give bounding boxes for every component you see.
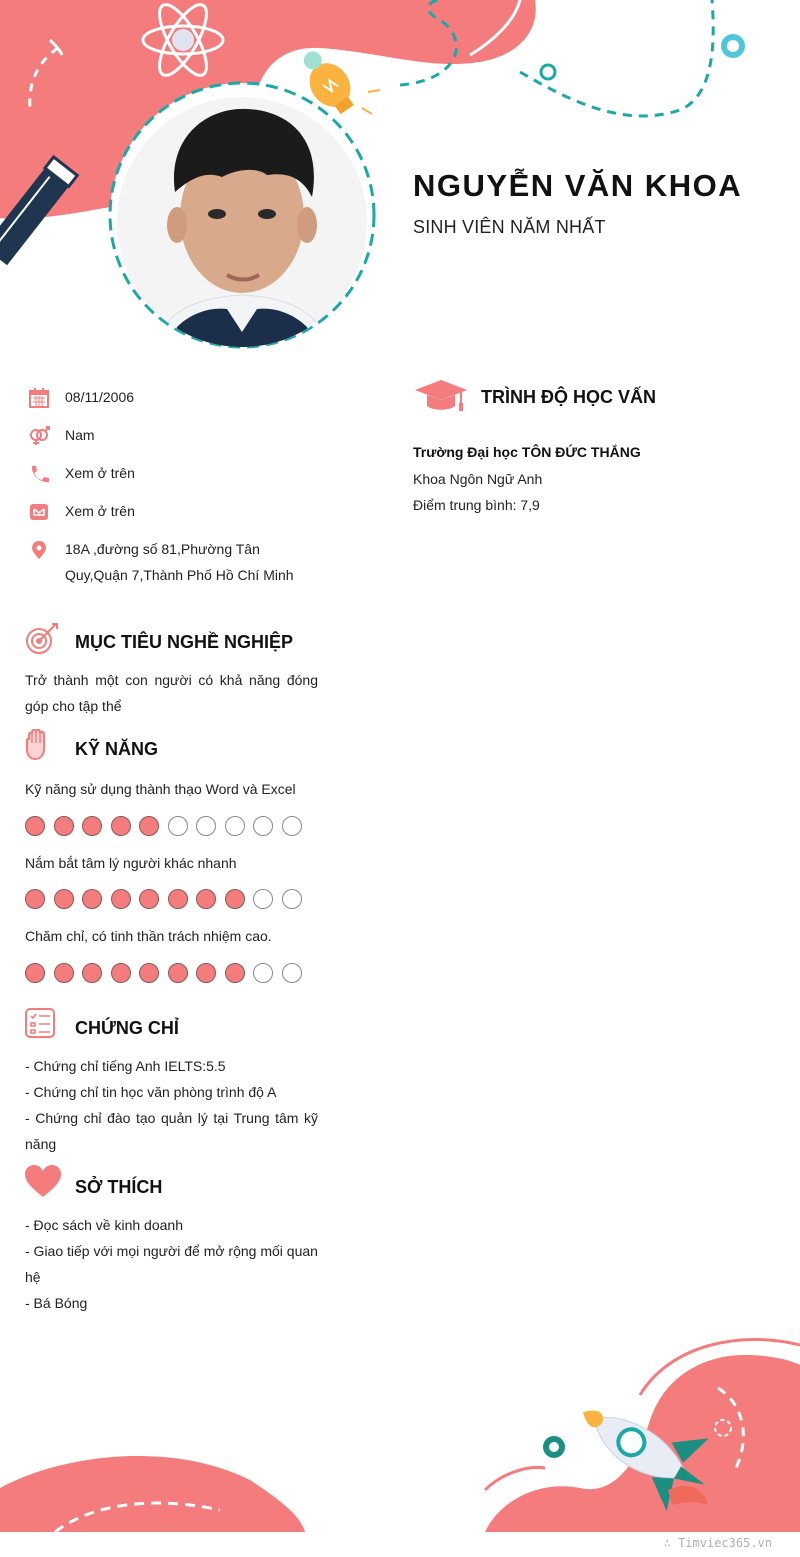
- hobbies-title: SỞ THÍCH: [75, 1177, 163, 1197]
- rating-dot-empty: [282, 816, 302, 836]
- teal-ring: [546, 1439, 562, 1455]
- rating-dot-filled: [25, 816, 45, 836]
- rating-dot-filled: [54, 889, 74, 909]
- rating-dot-filled: [82, 816, 102, 836]
- rating-dot-filled: [111, 963, 131, 983]
- calendar-icon: [28, 388, 50, 408]
- skills-title: KỸ NĂNG: [75, 739, 159, 759]
- rating-dot-filled: [168, 963, 188, 983]
- skill-rating: [25, 963, 302, 983]
- rating-dot-filled: [111, 889, 131, 909]
- skill-rating: [25, 816, 302, 836]
- rating-dot-filled: [139, 889, 159, 909]
- location-icon: [28, 540, 50, 560]
- candidate-name: NGUYỄN VĂN KHOA: [413, 168, 743, 203]
- rating-dot-empty: [282, 963, 302, 983]
- hobby-item: - Bá Bóng: [25, 1295, 88, 1311]
- rating-dot-filled: [139, 816, 159, 836]
- contact-phone: [28, 460, 328, 486]
- education-faculty: Khoa Ngôn Ngữ Anh: [413, 471, 543, 487]
- rating-dot-empty: [168, 816, 188, 836]
- certificate-item: - Chứng chỉ đào tạo quản lý tại Trung tâm kỹ năng: [25, 1110, 318, 1152]
- contact-address: [28, 536, 328, 588]
- rating-dot-filled: [225, 963, 245, 983]
- rating-dot-filled: [54, 963, 74, 983]
- certificates-title: CHỨNG CHỈ: [75, 1018, 179, 1038]
- rating-dot-filled: [54, 816, 74, 836]
- education-school: Trường Đại học TÔN ĐỨC THẮNG: [413, 444, 641, 460]
- rating-dot-filled: [82, 963, 102, 983]
- birthdate-value: 08/11/2006: [65, 389, 135, 405]
- target-icon: [24, 622, 60, 656]
- hobby-item: - Đọc sách về kinh doanh: [25, 1217, 183, 1233]
- hobby-item: - Giao tiếp với mọi người để mở rộng mối quan hệ: [25, 1243, 318, 1285]
- rating-dot-empty: [196, 816, 216, 836]
- graduation-cap-icon: [413, 378, 469, 414]
- teal-ring: [724, 37, 742, 55]
- skill-label: Chăm chỉ, có tinh thần trách nhiệm cao.: [25, 928, 272, 944]
- certificate-item: - Chứng chỉ tin học văn phòng trình độ A: [25, 1084, 277, 1100]
- rating-dot-empty: [253, 963, 273, 983]
- contact-email: [28, 498, 328, 524]
- contact-birthdate: [28, 384, 328, 410]
- rating-dot-filled: [25, 963, 45, 983]
- raised-fist-icon: [24, 729, 48, 761]
- education-gpa: Điểm trung bình: 7,9: [413, 497, 540, 513]
- rating-dot-filled: [196, 889, 216, 909]
- avatar: [117, 97, 367, 347]
- rating-dot-empty: [225, 816, 245, 836]
- heart-icon: [24, 1164, 62, 1198]
- rating-dot-filled: [196, 963, 216, 983]
- objective-title: MỤC TIÊU NGHỀ NGHIỆP: [75, 632, 294, 652]
- rating-dot-filled: [82, 889, 102, 909]
- skill-rating: [25, 889, 302, 909]
- rating-dot-empty: [253, 816, 273, 836]
- rating-dot-filled: [139, 963, 159, 983]
- candidate-role: SINH VIÊN NĂM NHẤT: [413, 217, 606, 237]
- rating-dot-empty: [253, 889, 273, 909]
- checklist-icon: [24, 1007, 56, 1039]
- email-icon: [28, 502, 50, 522]
- address-value: 18A ,đường số 81,Phường Tân Quy,Quận 7,Thành Phố Hồ Chí Minh: [65, 541, 294, 583]
- objective-text: Trở thành một con người có khả năng đóng góp cho tập thể: [25, 672, 318, 714]
- footer-blob-left: [0, 1456, 305, 1532]
- skill-label: Kỹ năng sử dụng thành thạo Word và Excel: [25, 781, 296, 797]
- phone-icon: [28, 464, 50, 484]
- watermark: ∴ Timviec365.vn: [663, 1536, 772, 1550]
- gender-icon: [28, 426, 50, 446]
- email-value: Xem ở trên: [65, 503, 135, 519]
- certificate-item: - Chứng chỉ tiếng Anh IELTS:5.5: [25, 1058, 226, 1074]
- gender-value: Nam: [65, 427, 95, 443]
- rating-dot-filled: [111, 816, 131, 836]
- rating-dot-filled: [225, 889, 245, 909]
- skill-label: Nắm bắt tâm lý người khác nhanh: [25, 855, 237, 871]
- education-title: TRÌNH ĐỘ HỌC VẤN: [481, 387, 656, 407]
- rating-dot-filled: [25, 889, 45, 909]
- contact-gender: [28, 422, 328, 448]
- rating-dot-empty: [282, 889, 302, 909]
- rating-dot-filled: [168, 889, 188, 909]
- phone-value: Xem ở trên: [65, 465, 135, 481]
